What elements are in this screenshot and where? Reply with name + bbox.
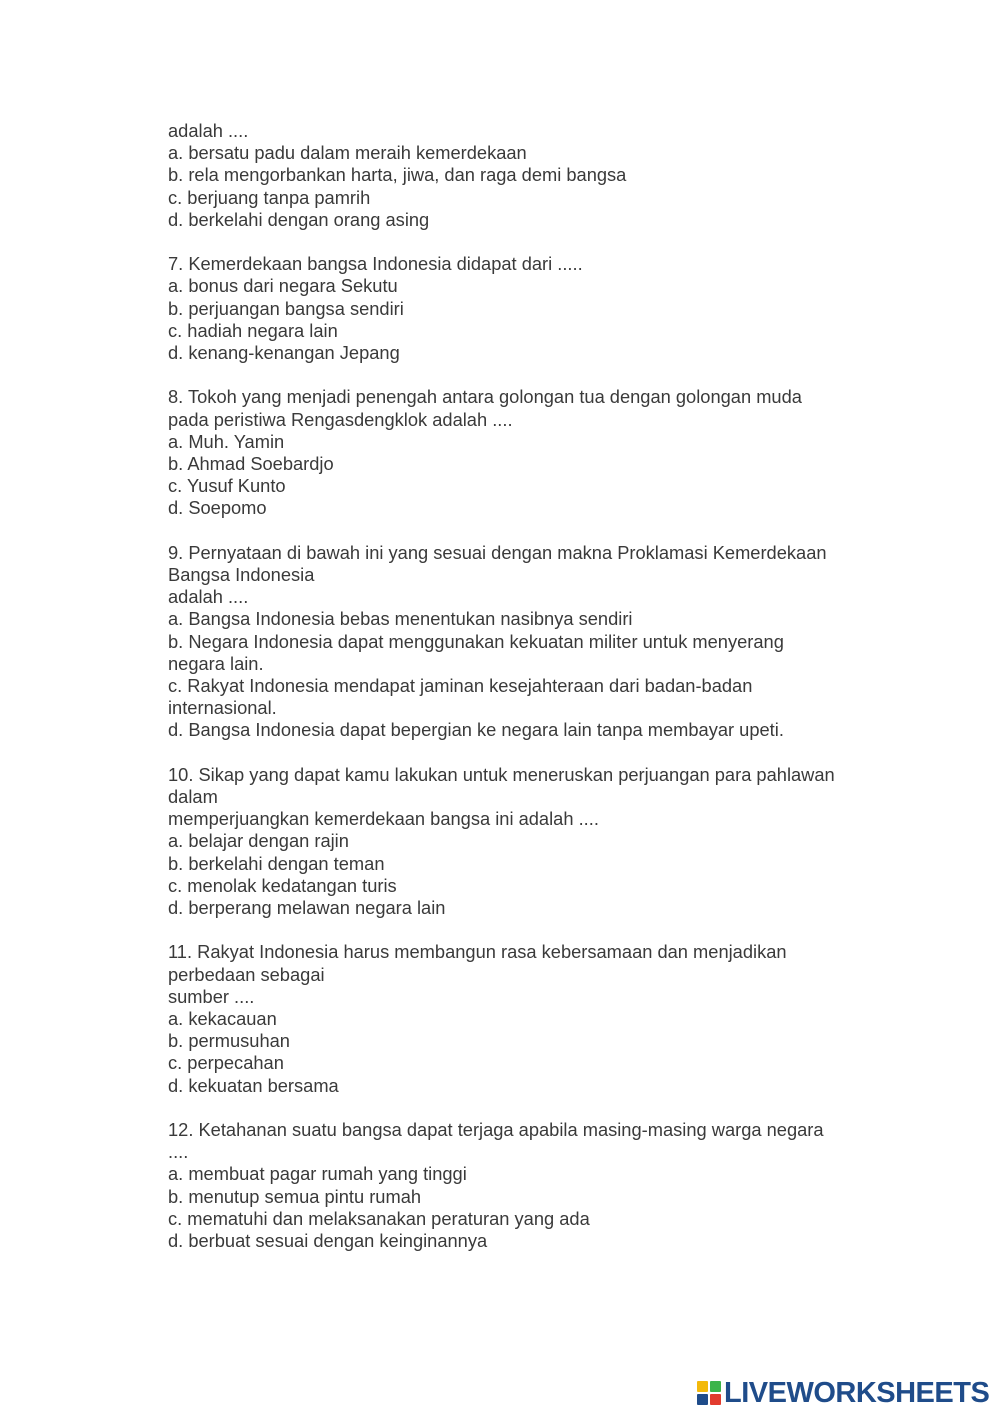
option-b: b. Ahmad Soebardjo: [168, 453, 334, 475]
option-a: a. bonus dari negara Sekutu: [168, 275, 398, 297]
question-11: [168, 941, 888, 1096]
option-c: c. Rakyat Indonesia mendapat jaminan kesejahteraan dari badan-badan: [168, 675, 753, 697]
question-stem-continued: memperjuangkan kemerdekaan bangsa ini adalah ....: [168, 808, 599, 830]
question-12: [168, 1119, 888, 1252]
question-stem: 11. Rakyat Indonesia harus membangun rasa kebersamaan dan menjadikan: [168, 941, 787, 963]
option-d: d. berperang melawan negara lain: [168, 897, 446, 919]
option-b: b. perjuangan bangsa sendiri: [168, 297, 404, 319]
option-c: c. hadiah negara lain: [168, 319, 338, 341]
question-stem-continued: perbedaan sebagai: [168, 963, 325, 985]
option-a: a. Bangsa Indonesia bebas menentukan nasibnya sendiri: [168, 608, 633, 630]
option-a: a. kekacauan: [168, 1008, 277, 1030]
option-b: b. Negara Indonesia dapat menggunakan kekuatan militer untuk menyerang: [168, 630, 784, 652]
option-a: a. belajar dengan rajin: [168, 830, 349, 852]
question-stem-continued: dalam: [168, 786, 218, 808]
worksheet-content: [168, 120, 888, 1274]
question-stem: adalah ....: [168, 120, 249, 141]
question-stem-continued: sumber ....: [168, 985, 255, 1007]
option-d: d. kenang-kenangan Jepang: [168, 342, 400, 364]
option-a: a. Muh. Yamin: [168, 430, 285, 452]
option-a: a. membuat pagar rumah yang tinggi: [168, 1163, 467, 1185]
option-c: c. berjuang tanpa pamrih: [168, 186, 371, 208]
logo-text: LIVEWORKSHEETS: [724, 1377, 990, 1409]
option-b: b. permusuhan: [168, 1030, 290, 1052]
option-c: c. menolak kedatangan turis: [168, 874, 397, 896]
option-d: d. Soepomo: [168, 497, 267, 519]
option-d: d. berkelahi dengan orang asing: [168, 208, 430, 230]
option-d: d. Bangsa Indonesia dapat bepergian ke negara lain tanpa membayar upeti.: [168, 719, 784, 741]
question-stem-continued: pada peristiwa Rengasdengklok adalah ....: [168, 408, 513, 430]
option-d: d. kekuatan bersama: [168, 1074, 339, 1096]
option-c: c. Yusuf Kunto: [168, 475, 286, 497]
question-stem: 10. Sikap yang dapat kamu lakukan untuk meneruskan perjuangan para pahlawan: [168, 763, 835, 785]
option-b: b. menutup semua pintu rumah: [168, 1185, 422, 1207]
option-d: d. berbuat sesuai dengan keinginannya: [168, 1230, 488, 1252]
question-stem-continued: Bangsa Indonesia: [168, 564, 315, 586]
option-c-continued: internasional.: [168, 697, 277, 719]
logo-square-icon: [710, 1381, 721, 1392]
option-c: c. perpecahan: [168, 1052, 284, 1074]
question-9: [168, 542, 888, 742]
option-b: b. rela mengorbankan harta, jiwa, dan raga demi bangsa: [168, 164, 627, 186]
question-6-tail: [168, 120, 888, 231]
question-stem: 12. Ketahanan suatu bangsa dapat terjaga apabila masing-masing warga negara: [168, 1119, 824, 1141]
option-c: c. mematuhi dan melaksanakan peraturan yang ada: [168, 1207, 590, 1229]
liveworksheets-logo: [697, 1378, 989, 1408]
logo-square-icon: [697, 1394, 708, 1405]
option-b-continued: negara lain.: [168, 652, 264, 674]
question-stem: 8. Tokoh yang menjadi penengah antara golongan tua dengan golongan muda: [168, 386, 802, 408]
question-stem: 9. Pernyataan di bawah ini yang sesuai dengan makna Proklamasi Kemerdekaan: [168, 541, 827, 563]
question-stem-continued: ....: [168, 1141, 189, 1163]
option-b: b. berkelahi dengan teman: [168, 852, 385, 874]
logo-square-icon: [697, 1381, 708, 1392]
question-10: [168, 764, 888, 919]
question-stem: 7. Kemerdekaan bangsa Indonesia didapat dari .....: [168, 253, 583, 275]
question-8: [168, 386, 888, 519]
question-7: [168, 253, 888, 364]
option-a: a. bersatu padu dalam meraih kemerdekaan: [168, 142, 527, 164]
question-stem-continued: adalah ....: [168, 586, 249, 608]
logo-square-icon: [710, 1394, 721, 1405]
liveworksheets-logo-icon: [697, 1381, 721, 1405]
